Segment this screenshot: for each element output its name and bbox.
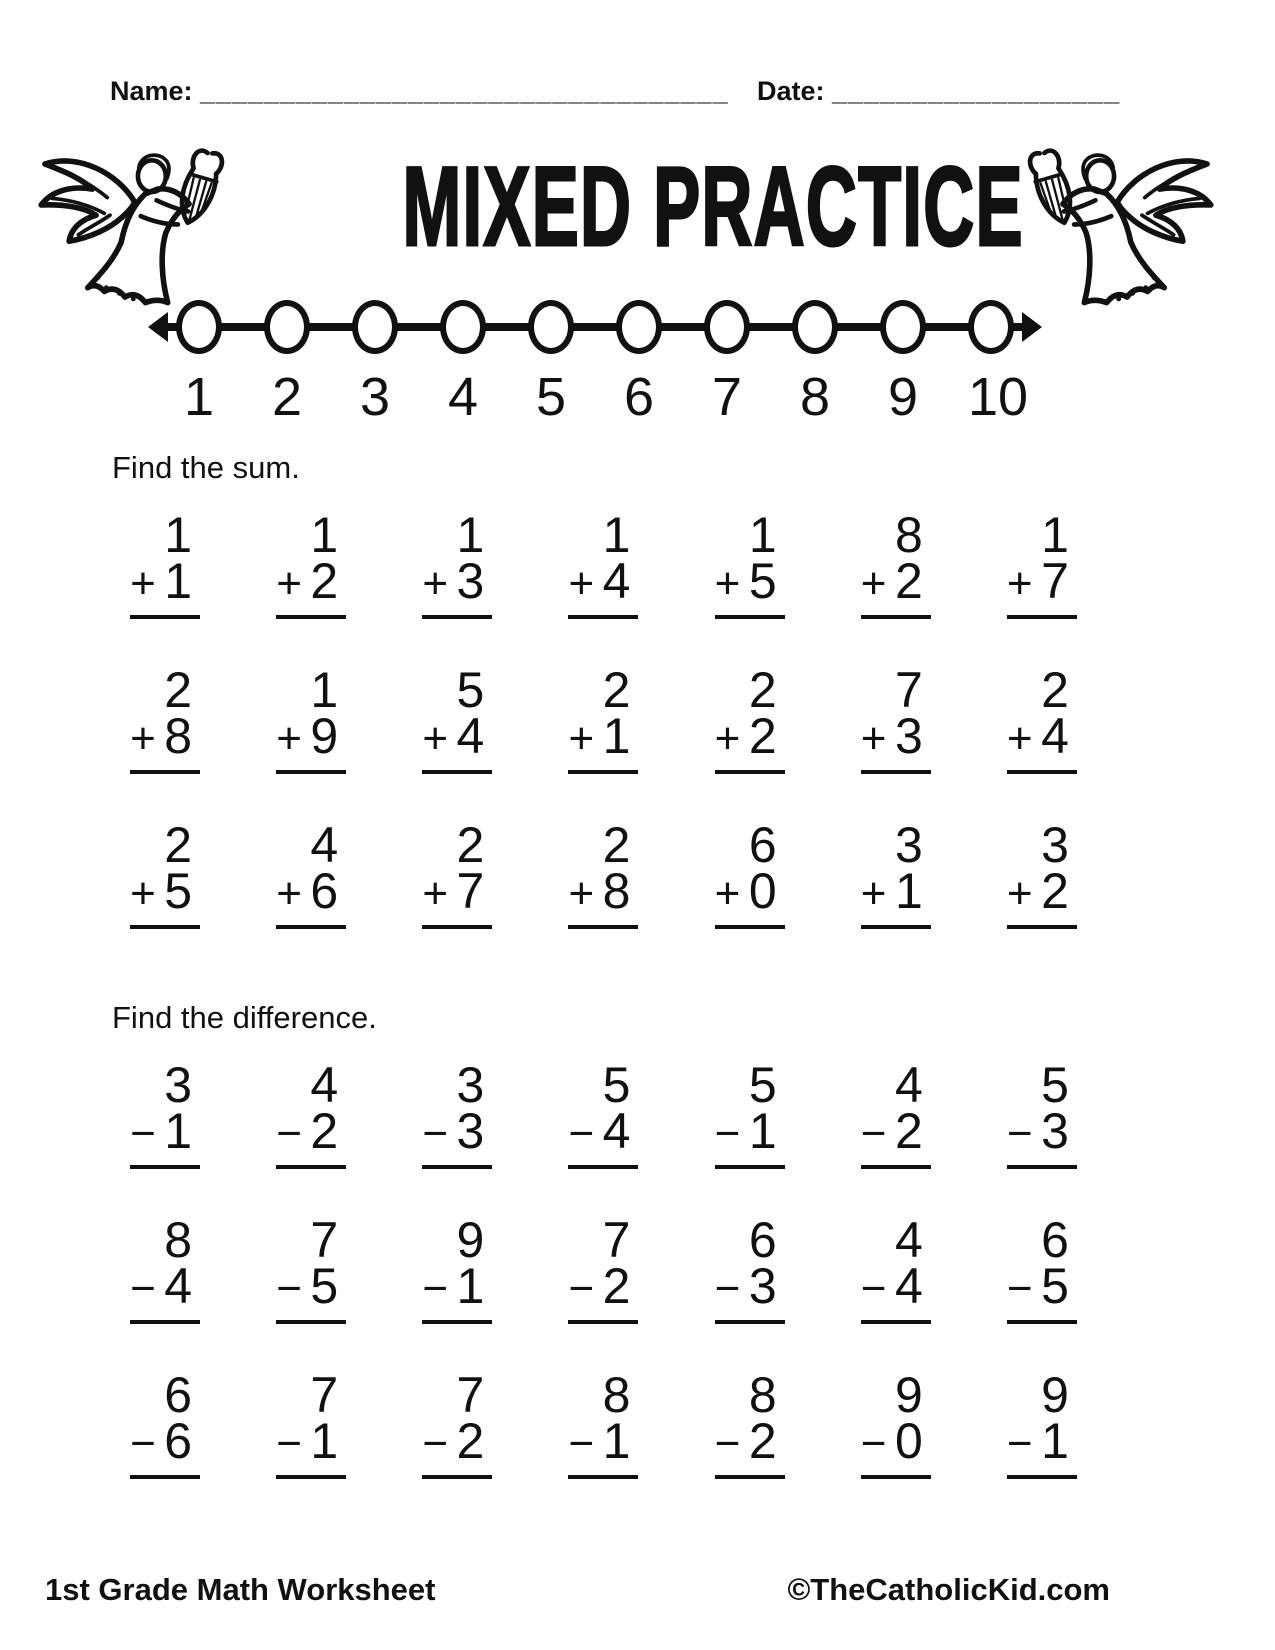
bottom-operand: 6 xyxy=(164,1413,193,1469)
top-operand: 3 xyxy=(1041,817,1069,873)
math-problem xyxy=(422,507,492,619)
footer-copyright: ©TheCatholicKid.com xyxy=(787,1572,1110,1607)
date-label: Date: xyxy=(757,76,825,106)
math-problem xyxy=(130,507,200,619)
answer-blank-line[interactable] xyxy=(568,615,638,619)
operator: + xyxy=(568,714,595,763)
bottom-operand: 2 xyxy=(748,1413,777,1469)
number-line-tick-label: 2 xyxy=(271,367,303,427)
bottom-row xyxy=(130,1413,200,1469)
top-operand: 2 xyxy=(164,817,193,873)
bottom-row xyxy=(130,708,200,764)
bottom-row xyxy=(714,708,785,764)
math-problem xyxy=(714,1367,785,1479)
operator: + xyxy=(860,869,887,918)
top-operand: 9 xyxy=(1041,1367,1069,1423)
answer-blank-line[interactable] xyxy=(861,1320,931,1324)
bottom-row xyxy=(860,708,931,764)
top-operand: 7 xyxy=(456,1367,485,1423)
answer-blank-line[interactable] xyxy=(130,615,200,619)
top-operand: 8 xyxy=(748,1367,777,1423)
bottom-operand: 3 xyxy=(456,1103,485,1159)
top-operand: 5 xyxy=(1041,1057,1069,1113)
bottom-operand: 5 xyxy=(164,863,193,919)
operator: + xyxy=(568,869,595,918)
answer-blank-line[interactable] xyxy=(276,1165,346,1169)
math-problem xyxy=(860,507,931,619)
bottom-row xyxy=(276,863,346,919)
answer-blank-line[interactable] xyxy=(715,1165,785,1169)
operator: − xyxy=(714,1264,741,1313)
answer-blank-line[interactable] xyxy=(130,770,200,774)
bottom-operand: 3 xyxy=(748,1258,777,1314)
bottom-row xyxy=(860,553,931,609)
operator: − xyxy=(422,1419,449,1468)
math-problem xyxy=(568,1212,638,1324)
answer-blank-line[interactable] xyxy=(130,1165,200,1169)
bottom-row xyxy=(422,553,492,609)
bottom-operand: 4 xyxy=(456,708,485,764)
bottom-operand: 1 xyxy=(894,863,923,919)
answer-blank-line[interactable] xyxy=(422,925,492,929)
number-line-point xyxy=(880,300,926,354)
operator: − xyxy=(130,1419,156,1468)
math-problem xyxy=(130,1367,200,1479)
bottom-row xyxy=(860,1413,931,1469)
math-problem xyxy=(1006,1057,1077,1169)
top-operand: 7 xyxy=(310,1212,339,1268)
answer-blank-line[interactable] xyxy=(715,925,785,929)
math-problem xyxy=(568,662,638,774)
number-line-point xyxy=(264,300,310,354)
answer-blank-line[interactable] xyxy=(861,925,931,929)
bottom-row xyxy=(276,1258,346,1314)
math-problem xyxy=(568,1057,638,1169)
top-operand: 7 xyxy=(602,1212,631,1268)
answer-blank-line[interactable] xyxy=(422,1165,492,1169)
bottom-row xyxy=(130,1258,200,1314)
top-operand: 1 xyxy=(1041,507,1069,563)
bottom-row xyxy=(422,1413,492,1469)
answer-blank-line[interactable] xyxy=(715,1320,785,1324)
number-line-tick-label: 3 xyxy=(359,367,391,427)
bottom-operand: 3 xyxy=(1041,1103,1069,1159)
answer-blank-line[interactable] xyxy=(130,1320,200,1324)
math-problem xyxy=(276,817,346,929)
answer-blank-line[interactable] xyxy=(568,1475,638,1479)
bottom-operand: 1 xyxy=(1041,1413,1069,1469)
operator: + xyxy=(860,559,887,608)
answer-blank-line[interactable] xyxy=(1007,1475,1077,1479)
bottom-row xyxy=(860,863,931,919)
bottom-row xyxy=(422,863,492,919)
bottom-row xyxy=(714,1103,785,1159)
operator: − xyxy=(714,1109,741,1158)
answer-blank-line[interactable] xyxy=(276,1320,346,1324)
answer-blank-line[interactable] xyxy=(422,1475,492,1479)
bottom-operand: 0 xyxy=(748,863,777,919)
bottom-operand: 0 xyxy=(894,1413,923,1469)
operator: − xyxy=(860,1264,887,1313)
number-line-point xyxy=(968,300,1014,354)
top-operand: 6 xyxy=(748,817,777,873)
top-operand: 1 xyxy=(310,507,339,563)
operator: − xyxy=(568,1109,595,1158)
math-problem xyxy=(130,662,200,774)
math-problem xyxy=(860,1057,931,1169)
bottom-operand: 4 xyxy=(602,1103,631,1159)
top-operand: 6 xyxy=(164,1367,193,1423)
operator: − xyxy=(568,1264,595,1313)
answer-blank-line[interactable] xyxy=(861,615,931,619)
answer-blank-line[interactable] xyxy=(715,1475,785,1479)
operator: + xyxy=(130,559,156,608)
top-operand: 1 xyxy=(748,507,777,563)
answer-blank-line[interactable] xyxy=(861,1475,931,1479)
number-line-tick-label: 5 xyxy=(535,367,567,427)
name-field-group xyxy=(110,76,729,107)
answer-blank-line[interactable] xyxy=(715,615,785,619)
bottom-operand: 2 xyxy=(894,1103,923,1159)
number-line-labels xyxy=(150,367,1040,427)
math-problem xyxy=(276,507,346,619)
top-operand: 1 xyxy=(164,507,193,563)
math-problem xyxy=(1006,662,1077,774)
bottom-operand: 2 xyxy=(456,1413,485,1469)
operator: − xyxy=(714,1419,741,1468)
bottom-row xyxy=(1006,863,1077,919)
top-operand: 9 xyxy=(894,1367,923,1423)
number-line-tick-label: 10 xyxy=(968,367,1029,427)
math-problem xyxy=(568,817,638,929)
bottom-row xyxy=(1006,1103,1077,1159)
top-operand: 4 xyxy=(894,1057,923,1113)
bottom-operand: 4 xyxy=(164,1258,193,1314)
math-problem xyxy=(276,662,346,774)
bottom-operand: 2 xyxy=(310,553,339,609)
bottom-row xyxy=(714,553,785,609)
bottom-operand: 1 xyxy=(456,1258,485,1314)
operator: + xyxy=(422,869,449,918)
operator: + xyxy=(1006,559,1033,608)
number-line-point xyxy=(440,300,486,354)
section-heading: Find the sum. xyxy=(112,450,300,485)
bottom-row xyxy=(130,553,200,609)
bottom-row xyxy=(1006,1258,1077,1314)
bottom-operand: 8 xyxy=(164,708,193,764)
math-problem xyxy=(422,817,492,929)
math-problem xyxy=(714,507,785,619)
top-operand: 7 xyxy=(894,662,923,718)
bottom-operand: 1 xyxy=(748,1103,777,1159)
math-problem xyxy=(714,662,785,774)
operator: + xyxy=(422,559,449,608)
bottom-operand: 1 xyxy=(602,708,631,764)
top-operand: 2 xyxy=(1041,662,1069,718)
bottom-operand: 5 xyxy=(1041,1258,1069,1314)
bottom-operand: 5 xyxy=(310,1258,339,1314)
top-operand: 5 xyxy=(602,1057,631,1113)
bottom-operand: 2 xyxy=(748,708,777,764)
number-line-point xyxy=(528,300,574,354)
bottom-operand: 1 xyxy=(164,553,193,609)
operator: − xyxy=(130,1109,156,1158)
top-operand: 1 xyxy=(310,662,339,718)
answer-blank-line[interactable] xyxy=(1007,615,1077,619)
math-problem xyxy=(714,817,785,929)
math-problem xyxy=(422,1367,492,1479)
bottom-row xyxy=(130,1103,200,1159)
operator: − xyxy=(860,1109,887,1158)
operator: − xyxy=(422,1109,449,1158)
bottom-operand: 8 xyxy=(602,863,631,919)
bottom-operand: 3 xyxy=(456,553,485,609)
math-problem xyxy=(1006,507,1077,619)
math-problem xyxy=(860,662,931,774)
footer-worksheet-label: 1st Grade Math Worksheet xyxy=(45,1572,436,1607)
title-band xyxy=(220,144,1055,269)
math-problem xyxy=(276,1057,346,1169)
answer-blank-line[interactable] xyxy=(1007,770,1077,774)
date-blank-line[interactable]: __________________ xyxy=(832,76,1121,106)
operator: − xyxy=(1006,1109,1033,1158)
operator: + xyxy=(714,869,741,918)
top-operand: 2 xyxy=(602,817,631,873)
answer-blank-line[interactable] xyxy=(568,925,638,929)
answer-blank-line[interactable] xyxy=(422,770,492,774)
math-problem xyxy=(860,817,931,929)
number-line-point xyxy=(792,300,838,354)
math-problem xyxy=(568,507,638,619)
operator: − xyxy=(568,1419,595,1468)
math-problem xyxy=(130,1212,200,1324)
math-problem xyxy=(860,1367,931,1479)
bottom-row xyxy=(1006,553,1077,609)
answer-blank-line[interactable] xyxy=(1007,925,1077,929)
answer-blank-line[interactable] xyxy=(130,1475,200,1479)
math-problem xyxy=(1006,817,1077,929)
bottom-operand: 4 xyxy=(894,1258,923,1314)
top-operand: 3 xyxy=(456,1057,485,1113)
number-line-tick-label: 8 xyxy=(799,367,831,427)
problems-grid xyxy=(92,507,1115,929)
operator: + xyxy=(130,714,156,763)
operator: + xyxy=(130,869,156,918)
top-operand: 2 xyxy=(164,662,193,718)
bottom-operand: 1 xyxy=(310,1413,339,1469)
answer-blank-line[interactable] xyxy=(568,770,638,774)
bottom-row xyxy=(860,1258,931,1314)
operator: + xyxy=(276,869,302,918)
number-line xyxy=(150,300,1040,427)
operator: + xyxy=(568,559,595,608)
number-line-point xyxy=(176,300,222,354)
operator: + xyxy=(714,559,741,608)
operator: − xyxy=(276,1264,302,1313)
operator: + xyxy=(1006,714,1033,763)
number-line-point xyxy=(616,300,662,354)
bottom-operand: 2 xyxy=(602,1258,631,1314)
answer-blank-line[interactable] xyxy=(276,615,346,619)
bottom-operand: 4 xyxy=(602,553,631,609)
answer-blank-line[interactable] xyxy=(276,1475,346,1479)
top-operand: 3 xyxy=(164,1057,193,1113)
operator: + xyxy=(276,714,302,763)
bottom-row xyxy=(714,863,785,919)
math-problem xyxy=(1006,1212,1077,1324)
answer-blank-line[interactable] xyxy=(276,770,346,774)
date-field-group xyxy=(757,76,1120,107)
math-problem xyxy=(714,1212,785,1324)
operator: − xyxy=(1006,1419,1033,1468)
bottom-row xyxy=(568,1258,638,1314)
sum-section xyxy=(0,450,1275,929)
bottom-row xyxy=(568,1103,638,1159)
math-problem xyxy=(130,817,200,929)
bottom-row xyxy=(714,1413,785,1469)
math-problem xyxy=(422,1057,492,1169)
answer-blank-line[interactable] xyxy=(1007,1320,1077,1324)
number-line-point xyxy=(704,300,750,354)
answer-blank-line[interactable] xyxy=(276,925,346,929)
bottom-row xyxy=(714,1258,785,1314)
number-line-points xyxy=(150,300,1040,354)
angel-harp-icon xyxy=(30,138,244,324)
math-problem xyxy=(714,1057,785,1169)
top-operand: 8 xyxy=(602,1367,631,1423)
top-operand: 4 xyxy=(894,1212,923,1268)
operator: + xyxy=(276,559,302,608)
number-line-tick-label: 7 xyxy=(711,367,743,427)
top-operand: 2 xyxy=(456,817,485,873)
top-operand: 8 xyxy=(894,507,923,563)
top-operand: 6 xyxy=(1041,1212,1069,1268)
name-label: Name: xyxy=(110,76,193,106)
operator: + xyxy=(1006,869,1033,918)
bottom-operand: 9 xyxy=(310,708,339,764)
number-line-point xyxy=(352,300,398,354)
operator: + xyxy=(422,714,449,763)
answer-blank-line[interactable] xyxy=(715,770,785,774)
operator: − xyxy=(422,1264,449,1313)
operator: + xyxy=(714,714,741,763)
bottom-row xyxy=(422,708,492,764)
operator: − xyxy=(860,1419,887,1468)
bottom-row xyxy=(276,708,346,764)
operator: − xyxy=(130,1264,156,1313)
bottom-row xyxy=(276,1413,346,1469)
bottom-operand: 7 xyxy=(1041,553,1069,609)
answer-blank-line[interactable] xyxy=(568,1320,638,1324)
number-line-tick-label: 4 xyxy=(447,367,479,427)
bottom-operand: 2 xyxy=(310,1103,339,1159)
bottom-operand: 4 xyxy=(1041,708,1069,764)
math-problem xyxy=(1006,1367,1077,1479)
operator: − xyxy=(276,1109,302,1158)
bottom-row xyxy=(568,863,638,919)
answer-blank-line[interactable] xyxy=(568,1165,638,1169)
name-blank-line[interactable]: _________________________________ xyxy=(200,76,729,106)
bottom-row xyxy=(1006,708,1077,764)
number-line-tick-label: 9 xyxy=(887,367,919,427)
top-operand: 5 xyxy=(456,662,485,718)
answer-blank-line[interactable] xyxy=(422,1320,492,1324)
number-line-tick-label: 1 xyxy=(183,367,215,427)
top-operand: 3 xyxy=(894,817,923,873)
bottom-operand: 5 xyxy=(748,553,777,609)
number-line-tick-label: 6 xyxy=(623,367,655,427)
difference-section xyxy=(0,1000,1275,1479)
top-operand: 2 xyxy=(748,662,777,718)
math-problem xyxy=(276,1212,346,1324)
bottom-operand: 7 xyxy=(456,863,485,919)
bottom-row xyxy=(568,553,638,609)
bottom-row xyxy=(422,1103,492,1159)
top-operand: 1 xyxy=(456,507,485,563)
bottom-operand: 1 xyxy=(164,1103,193,1159)
bottom-operand: 3 xyxy=(894,708,923,764)
bottom-row xyxy=(860,1103,931,1159)
top-operand: 4 xyxy=(310,817,339,873)
operator: − xyxy=(1006,1264,1033,1313)
bottom-operand: 2 xyxy=(1041,863,1069,919)
answer-blank-line[interactable] xyxy=(1007,1165,1077,1169)
operator: + xyxy=(860,714,887,763)
page-title: MIXED PRACTICE xyxy=(402,144,1024,269)
bottom-row xyxy=(130,863,200,919)
top-operand: 5 xyxy=(748,1057,777,1113)
top-operand: 7 xyxy=(310,1367,339,1423)
answer-blank-line[interactable] xyxy=(130,925,200,929)
problems-grid xyxy=(92,1057,1115,1479)
math-problem xyxy=(276,1367,346,1479)
operator: − xyxy=(276,1419,302,1468)
bottom-row xyxy=(1006,1413,1077,1469)
top-operand: 6 xyxy=(748,1212,777,1268)
bottom-row xyxy=(568,1413,638,1469)
math-problem xyxy=(860,1212,931,1324)
math-problem xyxy=(422,1212,492,1324)
answer-blank-line[interactable] xyxy=(861,770,931,774)
bottom-row xyxy=(276,553,346,609)
bottom-operand: 6 xyxy=(310,863,339,919)
top-operand: 4 xyxy=(310,1057,339,1113)
bottom-row xyxy=(276,1103,346,1159)
top-operand: 1 xyxy=(602,507,631,563)
bottom-row xyxy=(568,708,638,764)
bottom-operand: 1 xyxy=(602,1413,631,1469)
top-operand: 9 xyxy=(456,1212,485,1268)
bottom-operand: 2 xyxy=(894,553,923,609)
math-problem xyxy=(130,1057,200,1169)
answer-blank-line[interactable] xyxy=(861,1165,931,1169)
top-operand: 8 xyxy=(164,1212,193,1268)
answer-blank-line[interactable] xyxy=(422,615,492,619)
section-heading: Find the difference. xyxy=(112,1000,377,1035)
math-problem xyxy=(568,1367,638,1479)
bottom-row xyxy=(422,1258,492,1314)
top-operand: 2 xyxy=(602,662,631,718)
math-problem xyxy=(422,662,492,774)
